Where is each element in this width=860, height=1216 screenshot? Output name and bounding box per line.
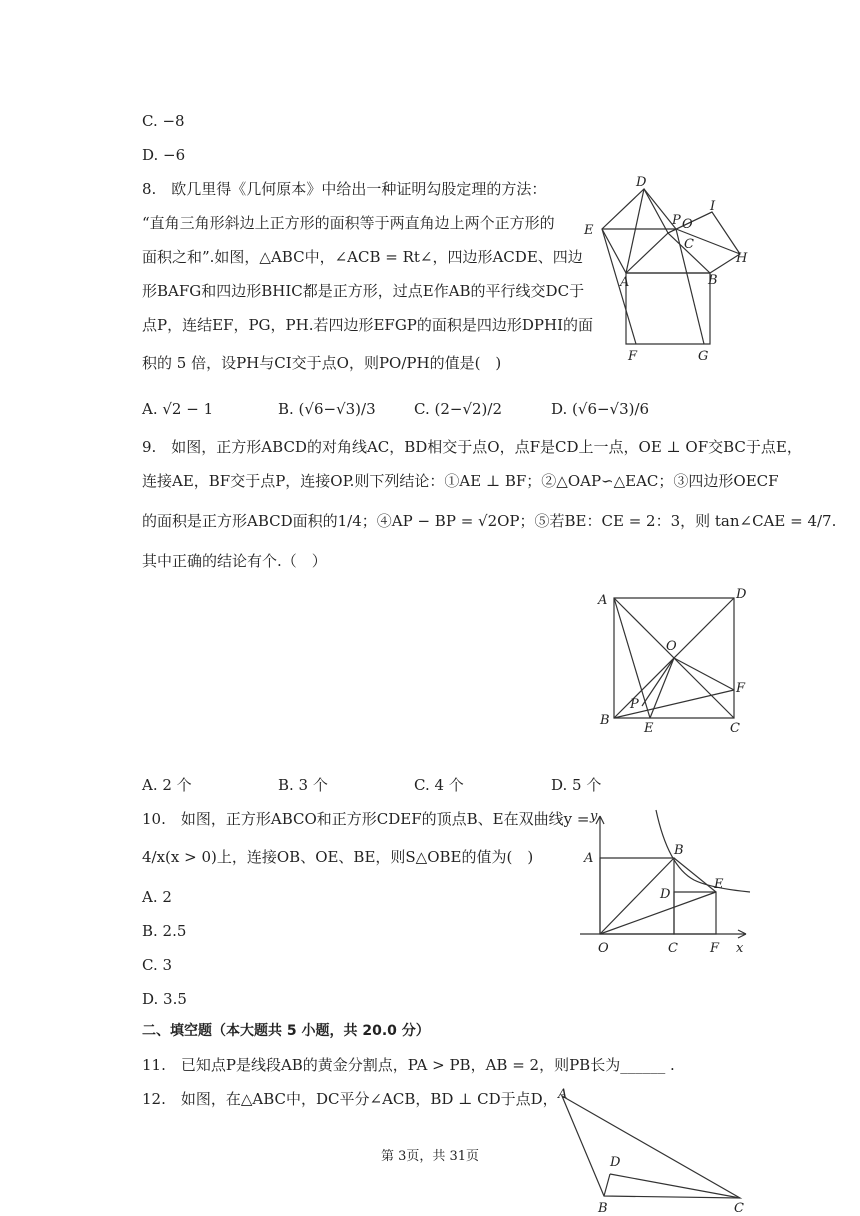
q9-line-3: 的面积是正方形ABCD面积的1/4；④AP − BP = √2OP；⑤若BE：CE = 2：3，则 tan∠CAE = 4/7. — [142, 512, 837, 530]
q10-label-d: D — [660, 887, 671, 902]
q9-option-d: D. 5 个 — [551, 776, 602, 794]
q9-label-p: P — [630, 697, 639, 712]
q7-option-d: D. −6 — [142, 146, 186, 164]
q9-label-o: O — [666, 639, 677, 654]
q9-label-a: A — [598, 593, 608, 608]
q10-line-2: 4/x(x > 0)上，连接OB、OE、BE，则S△OBE的值为( ) — [142, 848, 534, 866]
q10-hyperbola-figure — [576, 806, 756, 958]
page-footer: 第 3页，共 31页 — [380, 1149, 480, 1164]
q10-label-c: C — [668, 941, 678, 956]
q8-line-5: 点P，连结EF，PG，PH.若四边形EFGP的面积是四边形DPHI的面 — [142, 316, 594, 334]
q8-label-i: I — [710, 199, 716, 214]
q9-line-4: 其中正确的结论有个.（ ） — [142, 552, 327, 570]
q8-label-p: P — [672, 213, 681, 228]
q8-line-1: 8. 欧几里得《几何原本》中给出一种证明勾股定理的方法： — [142, 180, 547, 198]
q9-label-c: C — [730, 721, 740, 736]
q8-line-3: 面积之和”.如图，△ABC中，∠ACB = Rt∠，四边形ACDE、四边 — [142, 248, 583, 266]
q9-label-d: D — [736, 587, 747, 602]
q10-label-e: E — [714, 877, 724, 892]
q9-option-c: C. 4 个 — [414, 776, 464, 794]
q8-option-d: D. (√6−√3)/6 — [551, 400, 650, 418]
q10-option-c: C. 3 — [142, 956, 173, 974]
q8-label-b: B — [708, 273, 718, 288]
q9-label-b: B — [600, 713, 610, 728]
q9-option-b: B. 3 个 — [278, 776, 328, 794]
q12-text: 12. 如图，在△ABC中，DC平分∠ACB，BD ⊥ CD于点D， — [142, 1090, 558, 1108]
q10-label-x: x — [736, 941, 744, 956]
q11-text: 11. 已知点P是线段AB的黄金分割点，PA > PB，AB = 2，则PB长为______ . — [142, 1056, 675, 1074]
q9-line-2: 连接AE，BF交于点P，连接OP.则下列结论：①AE ⊥ BF；②△OAP∽△EAC；③四边形OECF — [142, 472, 779, 490]
q10-label-f: F — [710, 941, 720, 956]
q10-line-1: 10. 如图，正方形ABCO和正方形CDEF的顶点B、E在双曲线y = — [142, 810, 590, 828]
q12-label-b: B — [598, 1201, 608, 1216]
q7-option-c: C. −8 — [142, 112, 185, 130]
q10-label-o: O — [598, 941, 609, 956]
q8-line-2: “直角三角形斜边上正方形的面积等于两直角边上两个正方形的 — [142, 214, 555, 232]
q8-option-b: B. (√6−√3)/3 — [278, 400, 376, 418]
q8-label-a: A — [620, 275, 630, 290]
q12-label-c: C — [734, 1201, 744, 1216]
q8-label-e: E — [584, 223, 594, 238]
q9-option-a: A. 2 个 — [142, 776, 192, 794]
q10-label-b: B — [674, 843, 684, 858]
q8-line-6: 积的 5 倍，设PH与CI交于点O，则PO/PH的值是( ) — [142, 354, 502, 372]
q10-option-b: B. 2.5 — [142, 922, 187, 940]
q8-pythagoras-figure — [578, 176, 758, 366]
section-fill-in-title: 二、填空题（本大题共 5 小题，共 20.0 分） — [142, 1023, 430, 1039]
q9-square-figure — [592, 584, 762, 736]
q12-label-a: A — [558, 1087, 568, 1102]
q10-label-y: y — [590, 809, 598, 824]
q10-label-a: A — [584, 851, 594, 866]
q9-label-f: F — [736, 681, 746, 696]
q8-line-4: 形BAFG和四边形BHIC都是正方形，过点E作AB的平行线交DC于 — [142, 282, 585, 300]
q10-option-a: A. 2 — [142, 888, 172, 906]
q9-label-e: E — [644, 721, 654, 736]
q8-label-f: F — [628, 349, 638, 364]
q9-line-1: 9. 如图，正方形ABCD的对角线AC，BD相交于点O，点F是CD上一点，OE ⊥ OF交BC于点E， — [142, 438, 802, 456]
q12-label-d: D — [610, 1155, 621, 1170]
q8-label-d: D — [636, 176, 647, 190]
q8-option-a: A. √2 − 1 — [142, 400, 214, 418]
q8-label-h: H — [736, 251, 748, 266]
q8-label-g: G — [698, 349, 709, 364]
q8-label-c: C — [684, 237, 694, 252]
q8-label-o: O — [682, 217, 693, 232]
q8-option-c: C. (2−√2)/2 — [414, 400, 502, 418]
q10-option-d: D. 3.5 — [142, 990, 187, 1008]
